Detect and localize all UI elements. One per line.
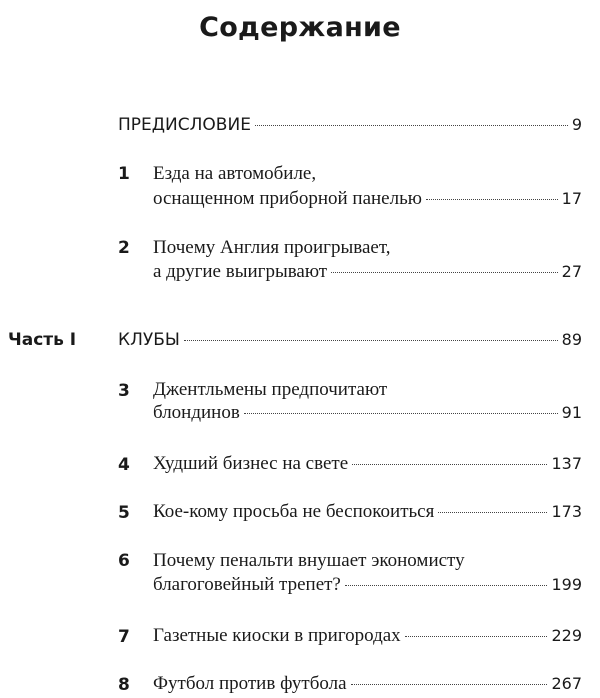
dot-leader [345, 584, 548, 586]
toc-entry-chapter-5[interactable] [153, 500, 582, 524]
entry-title: блондинов [153, 402, 240, 423]
page-number: 267 [551, 674, 582, 693]
chapter-number: 3 [118, 381, 130, 401]
chapter-number: 1 [118, 164, 130, 184]
chapter-number: 5 [118, 503, 130, 523]
page-number: 199 [551, 575, 582, 594]
dot-leader [405, 635, 548, 637]
page-number: 137 [551, 454, 582, 473]
toc-entry-chapter-6-line-2[interactable] [153, 573, 582, 597]
entry-title: оснащенном приборной панелью [153, 188, 422, 209]
dot-leader [184, 339, 558, 341]
chapter-number: 6 [118, 551, 130, 571]
dot-leader [352, 463, 547, 465]
toc-entry-chapter-1-line-1[interactable] [153, 162, 582, 186]
toc-entry-chapter-2-line-1[interactable] [153, 236, 582, 260]
entry-title: а другие выигрывают [153, 261, 328, 282]
toc-entry-chapter-4[interactable] [153, 452, 582, 476]
dot-leader [426, 198, 558, 200]
chapter-number: 2 [118, 238, 130, 258]
dot-leader [255, 124, 568, 126]
chapter-number: 7 [118, 627, 130, 647]
toc-entry-chapter-3-line-1[interactable] [153, 378, 582, 402]
toc-entry-chapter-3-line-2[interactable] [153, 401, 582, 425]
page-number: 27 [561, 262, 582, 281]
toc-entry-foreword[interactable] [118, 113, 582, 137]
page-number: 229 [551, 626, 582, 645]
entry-title: Худший бизнес на свете [153, 453, 349, 474]
dot-leader [351, 683, 548, 685]
page-number: 173 [551, 502, 582, 521]
entry-title: Футбол против футбола [153, 673, 347, 694]
entry-title: КЛУБЫ [118, 330, 180, 350]
entry-title: Кое-кому просьба не беспокоиться [153, 501, 435, 522]
page-number: 89 [561, 330, 582, 349]
dot-leader [331, 271, 558, 273]
page-title: Содержание [199, 12, 401, 43]
entry-title: благоговейный трепет? [153, 574, 341, 595]
page-number: 91 [561, 403, 582, 422]
entry-title: Почему пенальти внушает экономисту [153, 550, 465, 571]
dot-leader [438, 511, 547, 513]
toc-entry-chapter-1-line-2[interactable] [153, 187, 582, 211]
toc-entry-chapter-8[interactable] [153, 672, 582, 696]
chapter-number: 4 [118, 455, 130, 475]
dot-leader [244, 412, 558, 414]
toc-entry-chapter-2-line-2[interactable] [153, 260, 582, 284]
entry-title: ПРЕДИСЛОВИЕ [118, 115, 251, 135]
entry-title: Езда на автомобиле, [153, 163, 317, 184]
entry-title: Почему Англия проигрывает, [153, 237, 391, 258]
page-number: 9 [571, 115, 582, 134]
toc-entry-part-clubs[interactable] [118, 328, 582, 352]
part-label: Часть I [8, 330, 77, 350]
entry-title: Джентльмены предпочитают [153, 379, 388, 400]
chapter-number: 8 [118, 675, 130, 695]
toc-entry-chapter-7[interactable] [153, 624, 582, 648]
toc-entry-chapter-6-line-1[interactable] [153, 549, 582, 573]
page-number: 17 [561, 189, 582, 208]
entry-title: Газетные киоски в пригородах [153, 625, 401, 646]
